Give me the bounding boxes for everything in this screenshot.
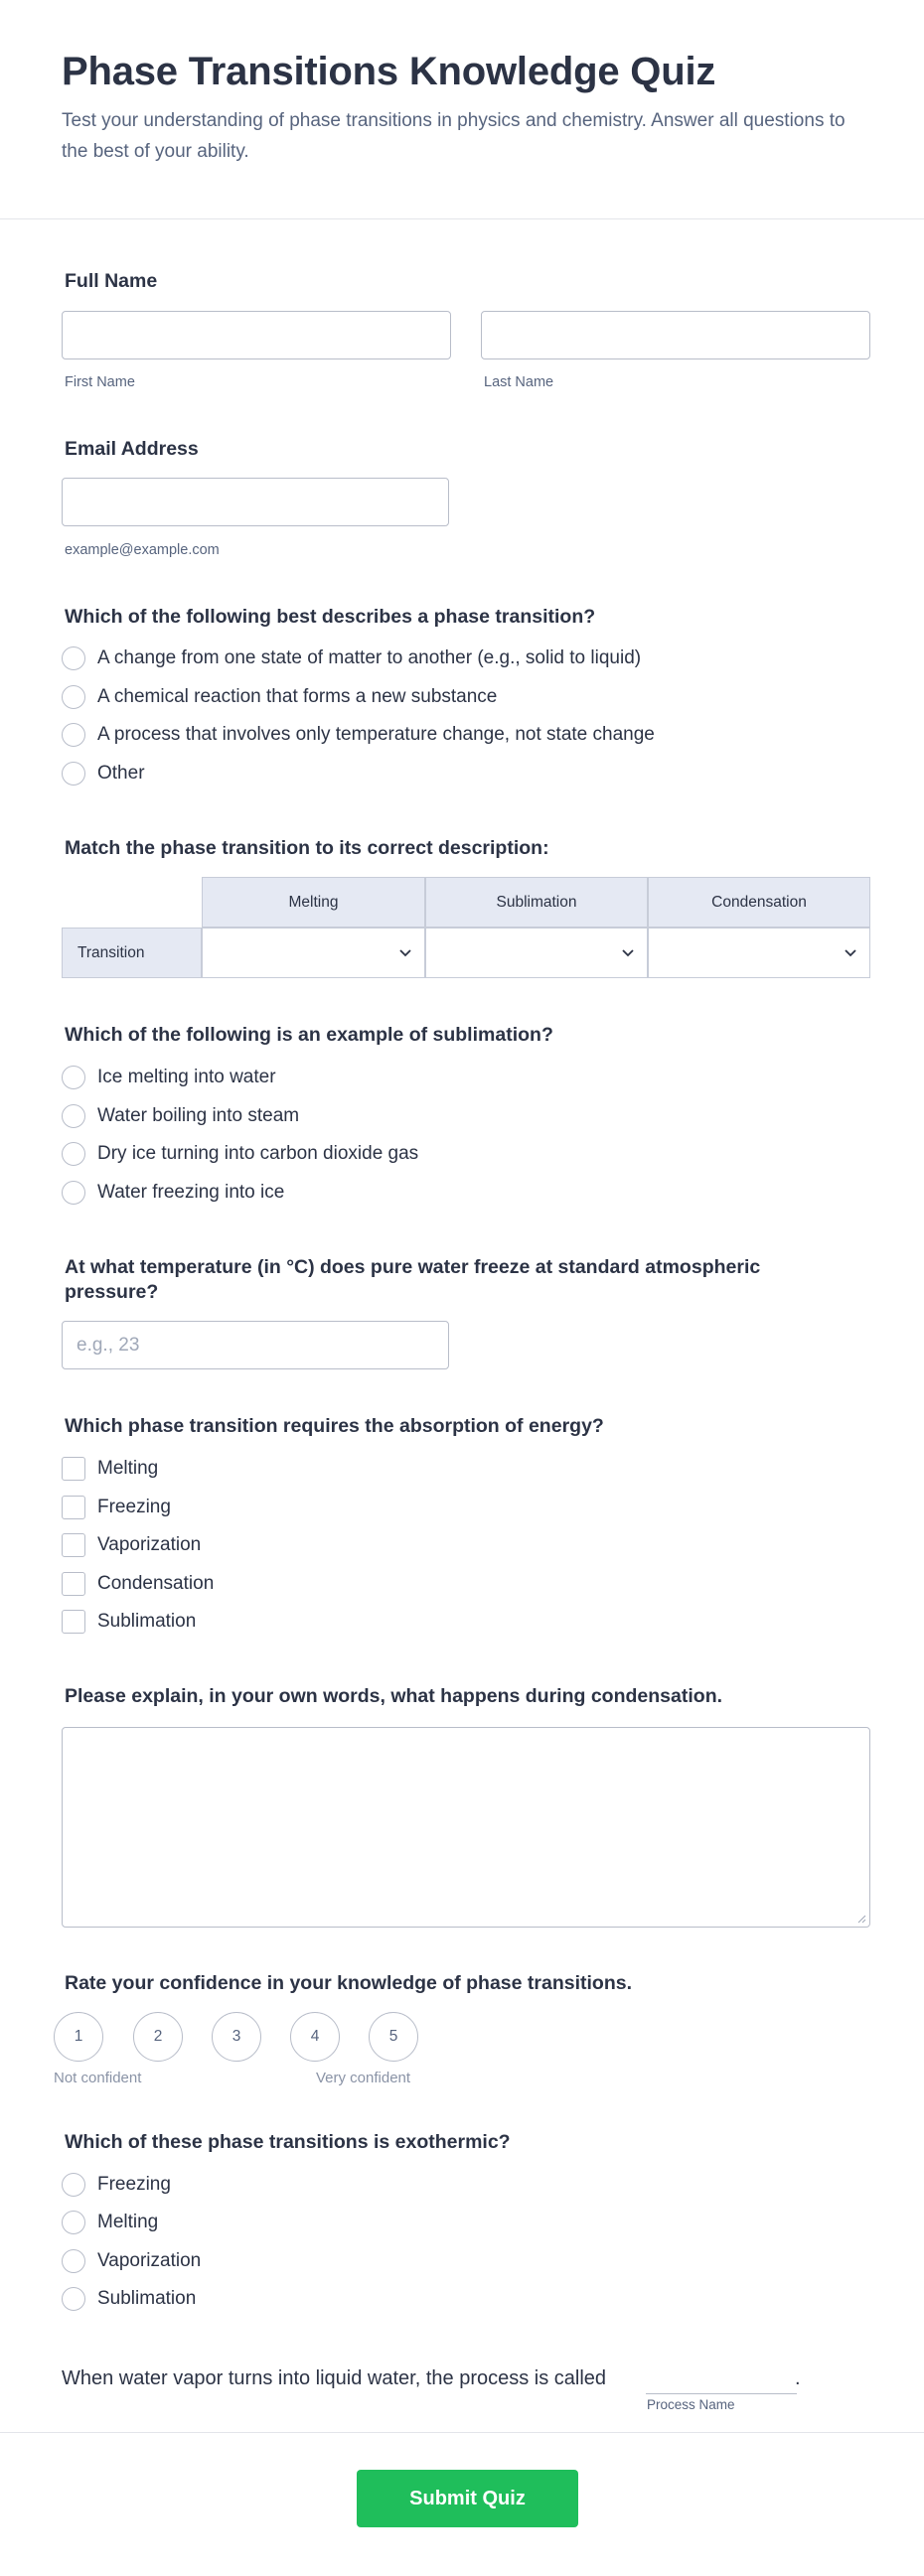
radio-option[interactable]: Freezing	[62, 2170, 171, 2200]
rating-low-caption: Not confident	[54, 2070, 142, 2086]
chevron-down-icon	[844, 945, 857, 959]
question-freeze-temp-label: At what temperature (in °C) does pure water freeze at standard atmospheric pressure?	[65, 1256, 761, 1303]
radio-button[interactable]	[62, 685, 85, 709]
radio-option[interactable]: Ice melting into water	[62, 1063, 276, 1092]
matrix-dropdown-condensation[interactable]	[648, 928, 870, 978]
resize-handle-icon[interactable]	[856, 1914, 866, 1924]
freeze-temp-input[interactable]: e.g., 23	[62, 1321, 449, 1369]
radio-option[interactable]: Water freezing into ice	[62, 1178, 284, 1208]
checkbox-option[interactable]: Freezing	[62, 1493, 171, 1522]
radio-button[interactable]	[62, 1181, 85, 1205]
matrix-question-label: Match the phase transition to its correct description:	[65, 837, 549, 859]
rating-option-2[interactable]: 2	[133, 2012, 183, 2062]
matrix-column-header: Melting	[202, 877, 425, 928]
checkbox[interactable]	[62, 1610, 85, 1634]
radio-option[interactable]: A change from one state of matter to another (e.g., solid to liquid)	[62, 644, 641, 673]
question-absorption-label: Which phase transition requires the absorption of energy?	[65, 1415, 604, 1437]
question-phase-transition-label: Which of the following best describes a phase transition?	[65, 606, 596, 628]
matrix-dropdown-sublimation[interactable]	[425, 928, 648, 978]
page-subtitle: Test your understanding of phase transitions in physics and chemistry. Answer all questions to the best of your ability.	[62, 110, 846, 162]
radio-option[interactable]: A chemical reaction that forms a new substance	[62, 682, 497, 712]
radio-button[interactable]	[62, 1066, 85, 1089]
chevron-down-icon	[621, 945, 635, 959]
last-name-sublabel: Last Name	[484, 374, 554, 390]
matrix-dropdown-melting[interactable]	[202, 928, 425, 978]
radio-button[interactable]	[62, 2249, 85, 2273]
radio-option[interactable]: Other	[62, 759, 145, 788]
checkbox-option[interactable]: Vaporization	[62, 1530, 201, 1560]
radio-option[interactable]: Water boiling into steam	[62, 1101, 299, 1131]
checkbox[interactable]	[62, 1496, 85, 1519]
radio-option[interactable]: Melting	[62, 2208, 158, 2237]
process-name-sublabel: Process Name	[647, 2397, 735, 2412]
matrix-table	[62, 877, 870, 978]
form-header	[0, 0, 924, 219]
question-condensation-label: Please explain, in your own words, what happens during condensation.	[65, 1685, 723, 1707]
rating-option-5[interactable]: 5	[369, 2012, 418, 2062]
checkbox-option[interactable]: Condensation	[62, 1569, 214, 1599]
footer-divider	[0, 2432, 924, 2433]
radio-button[interactable]	[62, 2173, 85, 2197]
first-name-sublabel: First Name	[65, 374, 135, 390]
rating-option-3[interactable]: 3	[212, 2012, 261, 2062]
radio-button[interactable]	[62, 723, 85, 747]
matrix-row-label: Transition	[62, 928, 202, 978]
submit-button[interactable]: Submit Quiz	[357, 2470, 578, 2527]
radio-button[interactable]	[62, 646, 85, 670]
email-input[interactable]	[62, 478, 449, 526]
checkbox[interactable]	[62, 1457, 85, 1481]
chevron-down-icon	[398, 945, 412, 959]
process-name-input[interactable]	[646, 2393, 797, 2394]
radio-button[interactable]	[62, 2211, 85, 2234]
email-sublabel: example@example.com	[65, 542, 220, 558]
checkbox-option[interactable]: Sublimation	[62, 1607, 196, 1637]
checkbox[interactable]	[62, 1572, 85, 1596]
condensation-explanation-textarea[interactable]	[62, 1727, 870, 1928]
radio-option[interactable]: Sublimation	[62, 2284, 196, 2314]
last-name-input[interactable]	[481, 311, 870, 359]
radio-option[interactable]: Dry ice turning into carbon dioxide gas	[62, 1139, 418, 1169]
radio-option[interactable]: Vaporization	[62, 2246, 201, 2276]
matrix-column-header: Condensation	[648, 877, 870, 928]
radio-button[interactable]	[62, 2287, 85, 2311]
full-name-label: Full Name	[65, 270, 158, 292]
rating-option-4[interactable]: 4	[290, 2012, 340, 2062]
radio-button[interactable]	[62, 1142, 85, 1166]
radio-button[interactable]	[62, 1104, 85, 1128]
first-name-input[interactable]	[62, 311, 451, 359]
question-exothermic-label: Which of these phase transitions is exothermic?	[65, 2131, 511, 2153]
rating-high-caption: Very confident	[316, 2070, 411, 2086]
question-sublimation-label: Which of the following is an example of sublimation?	[65, 1024, 553, 1046]
radio-option[interactable]: A process that involves only temperature change, not state change	[62, 720, 655, 750]
rating-option-1[interactable]: 1	[54, 2012, 103, 2062]
checkbox[interactable]	[62, 1533, 85, 1557]
matrix-column-header: Sublimation	[425, 877, 648, 928]
checkbox-option[interactable]: Melting	[62, 1454, 158, 1484]
rating-question-label: Rate your confidence in your knowledge of phase transitions.	[65, 1972, 633, 1994]
radio-button[interactable]	[62, 762, 85, 786]
fill-blank-period: .	[795, 2367, 801, 2389]
fill-blank-sentence: When water vapor turns into liquid water, the process is called	[62, 2367, 607, 2389]
email-label: Email Address	[65, 438, 199, 460]
page-title: Phase Transitions Knowledge Quiz	[62, 50, 716, 93]
